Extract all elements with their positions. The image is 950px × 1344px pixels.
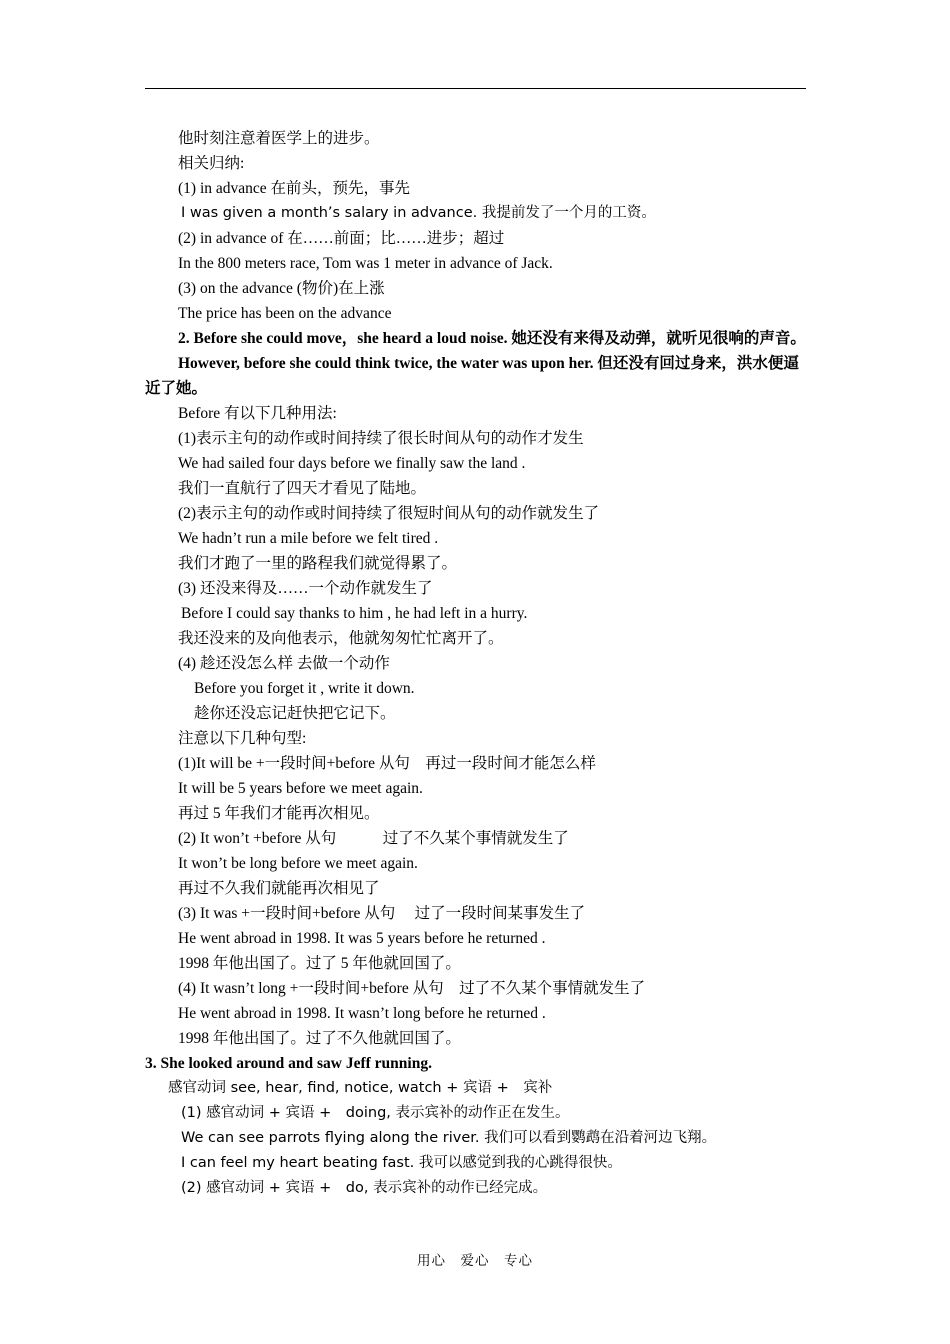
text-line: (2) in advance of 在……前面；比……进步；超过: [178, 230, 505, 247]
text-line: (3) 还没来得及……一个动作就发生了: [178, 580, 433, 597]
document-body: [145, 126, 806, 1201]
text-line: 他时刻注意着医学上的进步。: [178, 130, 380, 147]
text-line: Before you forget it , write it down.: [194, 680, 415, 697]
section-heading-3: 3. She looked around and saw Jeff running.: [145, 1055, 432, 1072]
text-line: 相关归纳:: [178, 155, 245, 172]
text-line: 1998 年他出国了。过了不久他就回国了。: [178, 1030, 461, 1047]
text-line: 1998 年他出国了。过了 5 年他就回国了。: [178, 955, 461, 972]
text-line: It won’t be long before we meet again.: [178, 855, 418, 872]
text-line: (3) on the advance (物价)在上涨: [178, 280, 385, 297]
text-line: 注意以下几种句型:: [178, 730, 307, 747]
text-line: (4) 趁还没怎么样 去做一个动作: [178, 655, 390, 672]
text-line: (3) It was +一段时间+before 从句 过了一段时间某事发生了: [178, 905, 586, 922]
text-line: He went abroad in 1998. It was 5 years before he returned .: [178, 930, 546, 947]
text-line: (1)表示主句的动作或时间持续了很长时间从句的动作才发生: [178, 430, 584, 447]
text-line: (1) 感官动词 + 宾语 + doing, 表示宾补的动作正在发生。: [181, 1105, 570, 1121]
text-line: 感官动词 see, hear, find, notice, watch + 宾语 + 宾补: [168, 1080, 553, 1096]
text-line: 我还没来的及向他表示，他就匆匆忙忙离开了。: [178, 630, 504, 647]
text-line: 再过 5 年我们才能再次相见。: [178, 805, 380, 822]
text-line: 再过不久我们就能再次相见了: [178, 880, 380, 897]
text-line: We had sailed four days before we finally saw the land .: [178, 455, 526, 472]
text-line: (4) It wasn’t long +一段时间+before 从句 过了不久某个事情就发生了: [178, 980, 646, 997]
text-line: I can feel my heart beating fast. 我可以感觉到我的心跳得很快。: [181, 1155, 622, 1171]
text-line: 趁你还没忘记赶快把它记下。: [194, 705, 396, 722]
text-line: 我们一直航行了四天才看见了陆地。: [178, 480, 427, 497]
example-sentence-2b: However, before she could think twice, the water was upon her. 但还没有回过身来，洪水便逼近了她。: [145, 355, 799, 397]
text-line: We can see parrots flying along the river. 我们可以看到鹦鹉在沿着河边飞翔。: [181, 1130, 717, 1146]
text-line: Before 有以下几种用法:: [178, 405, 337, 422]
text-line: He went abroad in 1998. It wasn’t long before he returned .: [178, 1005, 546, 1022]
text-line: We hadn’t run a mile before we felt tired .: [178, 530, 439, 547]
page-footer: 用心 爱心 专心: [417, 1253, 533, 1268]
text-line: (2) 感官动词 + 宾语 + do, 表示宾补的动作已经完成。: [181, 1180, 548, 1196]
text-line: 我们才跑了一里的路程我们就觉得累了。: [178, 555, 458, 572]
text-line: I was given a month’s salary in advance. 我提前发了一个月的工资。: [181, 205, 656, 221]
text-line: (1) in advance 在前头，预先，事先: [178, 180, 411, 197]
text-line: The price has been on the advance: [178, 305, 392, 322]
text-line: (2) It won’t +before 从句 过了不久某个事情就发生了: [178, 830, 569, 847]
header-rule: [145, 88, 806, 89]
text-line: (2)表示主句的动作或时间持续了很短时间从句的动作就发生了: [178, 505, 600, 522]
text-line: In the 800 meters race, Tom was 1 meter in advance of Jack.: [178, 255, 553, 272]
text-line: It will be 5 years before we meet again.: [178, 780, 423, 797]
text-line: Before I could say thanks to him , he had left in a hurry.: [181, 605, 528, 622]
example-sentence-2: 2. Before she could move，she heard a loud noise. 她还没有来得及动弹，就听见很响的声音。: [178, 330, 806, 347]
text-line: (1)It will be +一段时间+before 从句 再过一段时间才能怎么样: [178, 755, 596, 772]
